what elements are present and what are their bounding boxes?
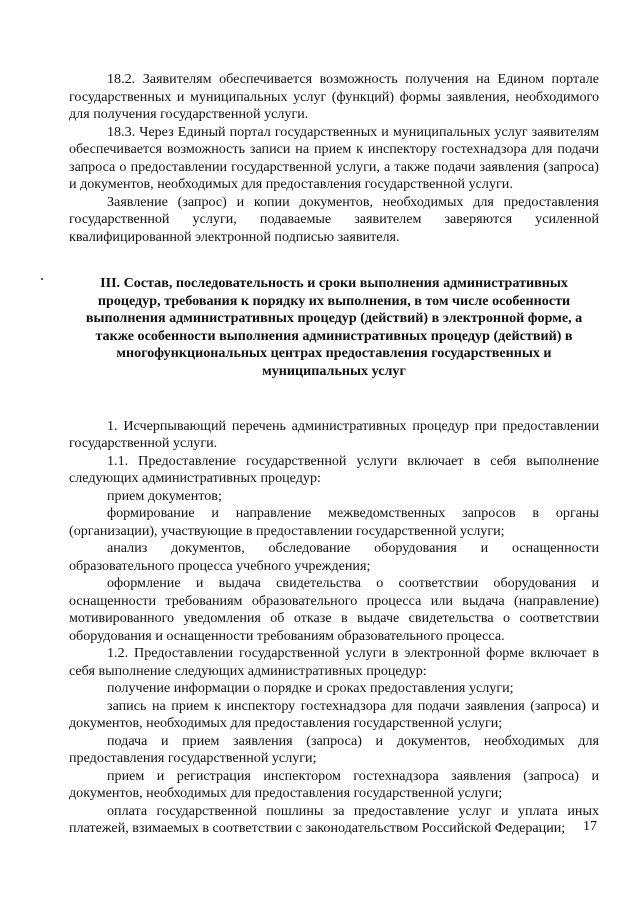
paragraph-18-3: 18.3. Через Единый портал государственных и муниципальных услуг заявителям обеспечивается возможность записи на прием к инспектору гостехнадзора для подачи запроса о предоставлении государственной услуги, а также подачи заявления (запроса) и документов, необходимых для предоставления государственной услуги. [69,123,599,192]
list-item: запись на прием к инспектору гостехнадзора для подачи заявления (запроса) и документов, необходимых для предоставления государственной услуги; [69,697,599,732]
list-item: анализ документов, обследование оборудования и оснащенности образовательного процесса учебного учреждения; [69,540,599,574]
list-item: оформление и выдача свидетельства о соответствии оборудования и оснащенности требованиям образовательного процесса или выдача (направление) мотивированного уведомления об отказе в выдаче свидетельства о соответствии оборудования и оснащенности требованиям образовательного процесса. [69,575,599,644]
paragraph-signature: Заявление (запрос) и копии документов, необходимых для предоставления государственной услуги, подаваемые заявителем заверяются усиленной квалифицированной электронной подписью заявителя. [69,193,599,245]
list-item: формирование и направление межведомственных запросов в органы (организации), участвующие в предоставлении государственной услуги; [69,505,599,539]
list-item: прием и регистрация инспектором гостехнадзора заявления (запроса) и документов, необходимых для предоставления государственной услуги; [69,767,599,802]
list-item: получение информации о порядке и сроках предоставления услуги; [107,680,514,697]
scan-mark [41,278,43,280]
list-item: прием документов; [107,487,222,504]
list-item: оплата государственной пошлины за предоставление услуг и уплата иных платежей, взимаемых в соответствии с законодательством Российской Федерации; [69,802,599,837]
paragraph-18-2: 18.2. Заявителям обеспечивается возможность получения на Едином портале государственных и муниципальных услуг (функций) формы заявления, необходимого для получения государственной услуги. [69,71,599,122]
document-page [69,71,599,838]
paragraph-1-1: 1.1. Предоставление государственной услуги включает в себя выполнение следующих административных процедур: [69,452,599,487]
paragraph-1-2: 1.2. Предоставлении государственной услуги в электронной форме включает в себя выполнение следующих административных процедур: [69,645,599,679]
page-number: 17 [583,818,598,834]
paragraph-1: 1. Исчерпывающий перечень административных процедур при предоставлении государственной услуги. [69,417,599,452]
list-item: подача и прием заявления (запроса) и документов, необходимых для предоставления государственной услуги; [69,732,599,767]
section-heading: III. Состав, последовательность и сроки выполнения административных процедур, требования к порядку их выполнения, в том числе особенности выполнения административных процедур (действий) в электронной форме, а также особенности выполнения административных процедур (действий) в многофункциональных центрах предоставления государственных и муниципальных услуг [85,275,583,379]
